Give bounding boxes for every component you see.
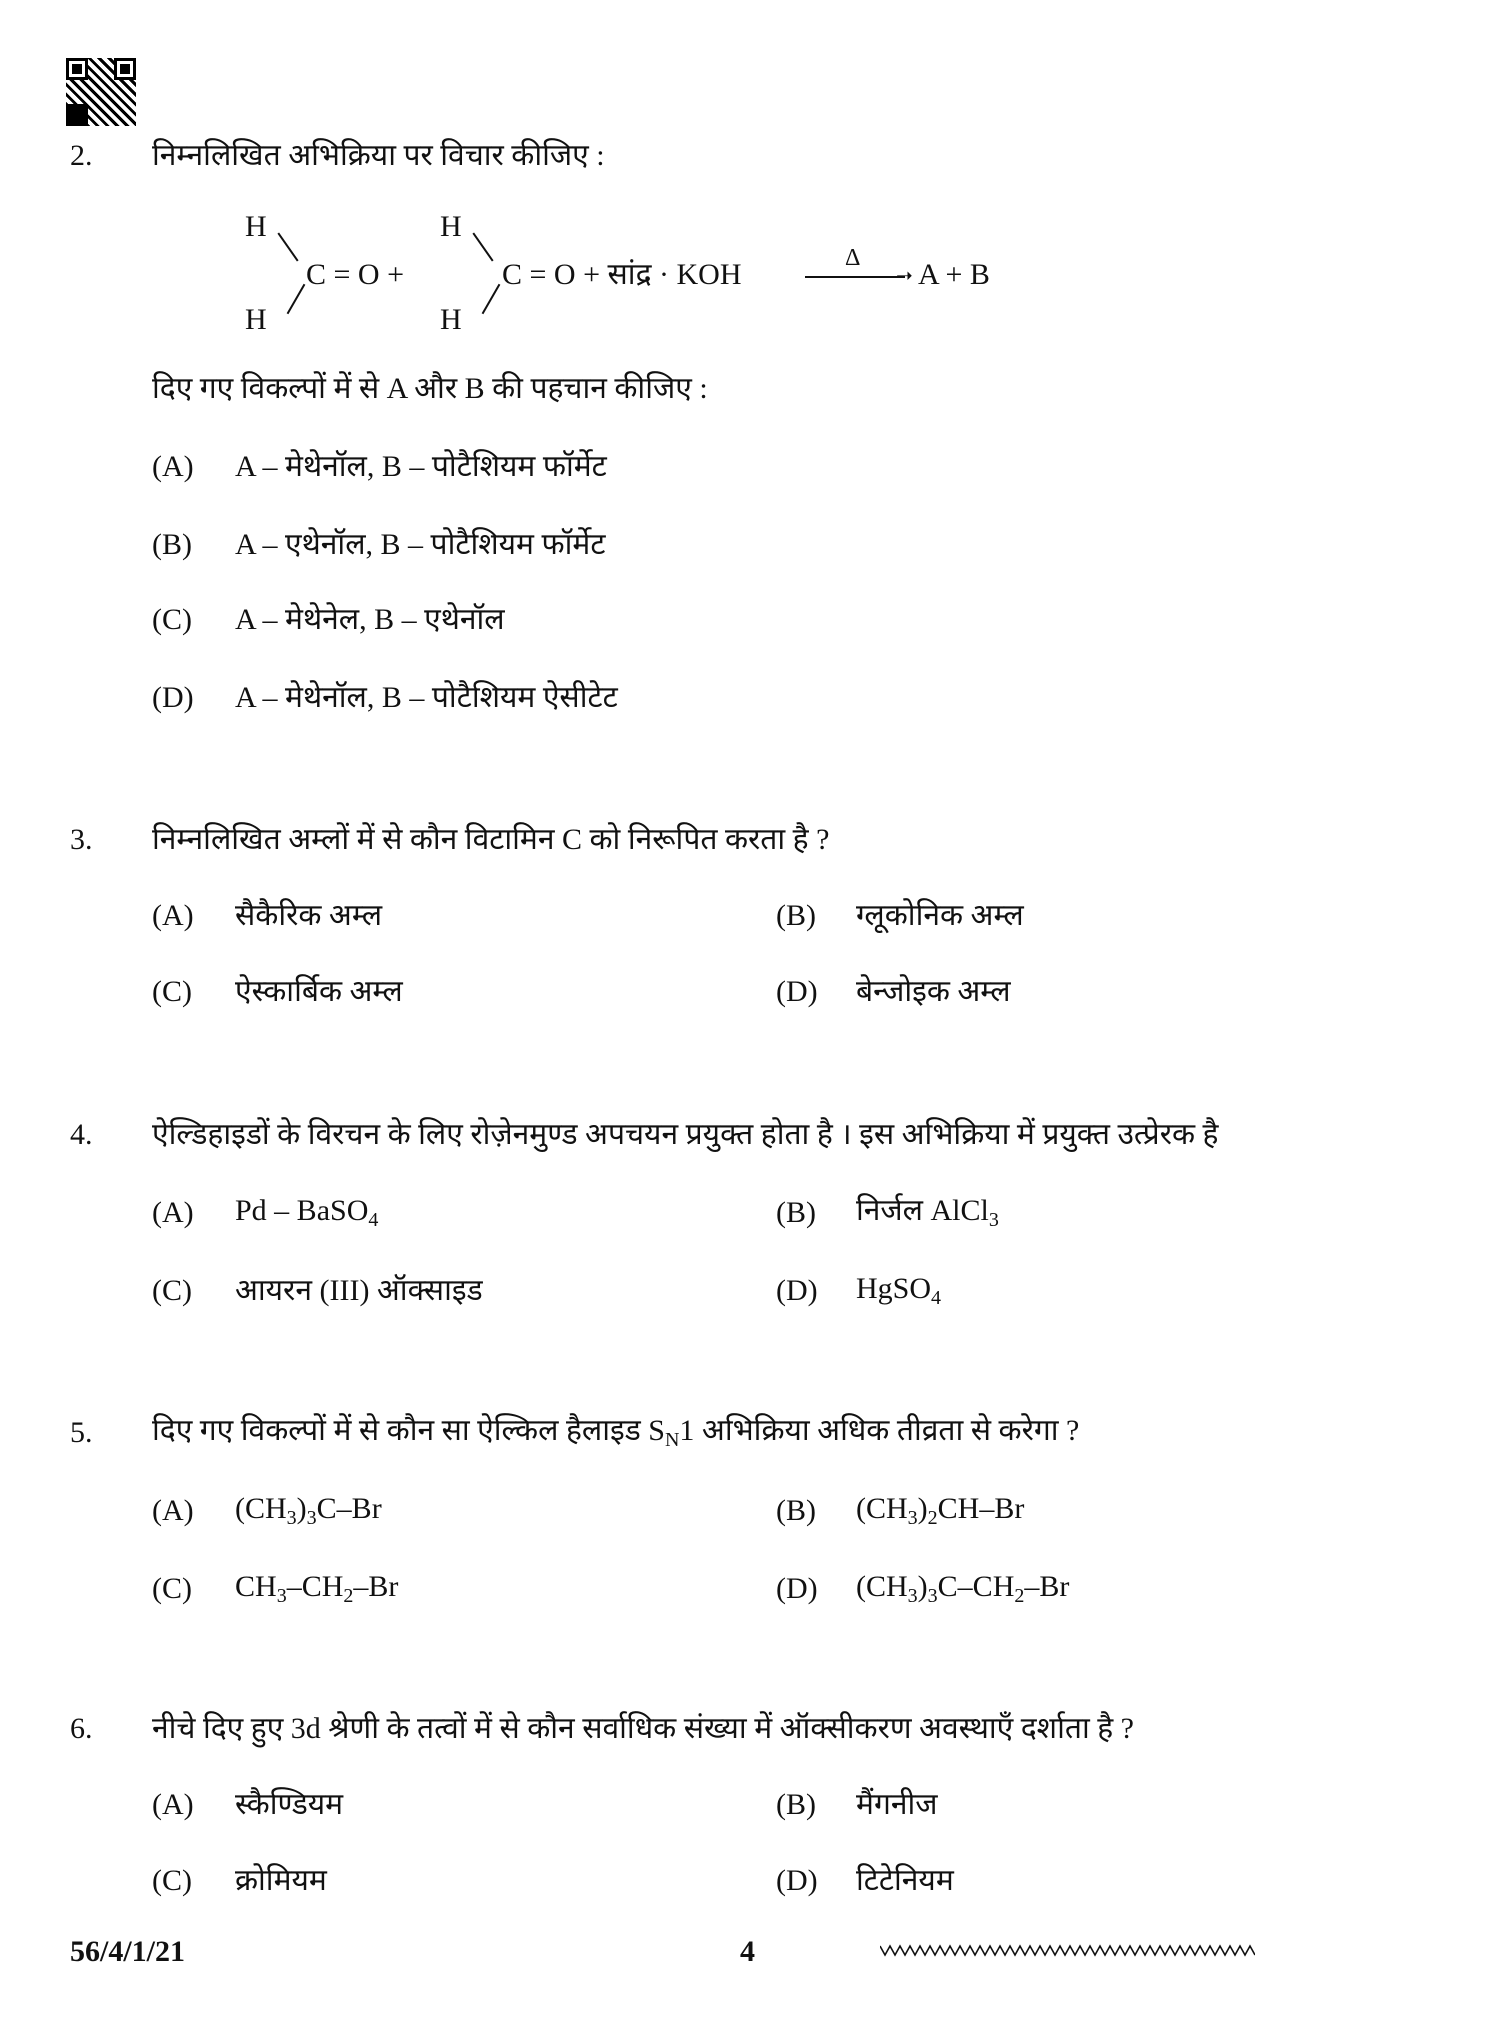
option-text: ग्लूकोनिक अम्ल	[856, 899, 1024, 932]
option-label: (B)	[776, 899, 816, 932]
question-stem: दिए गए विकल्पों में से कौन सा ऐल्किल हैलाइड $S_N1$ अभिक्रिया अधिक तीव्रता से करेगा ?	[152, 1414, 1080, 1451]
option-text: ऐस्कार्बिक अम्ल	[235, 975, 403, 1008]
option-label: (A)	[152, 1196, 194, 1229]
paper-code: 56/4/1/21	[70, 1935, 186, 1968]
question-number: 5.	[70, 1416, 93, 1449]
option-text: बेन्जोइक अम्ल	[856, 975, 1011, 1008]
option-text: A – मेथेनॉल, B – पोटैशियम ऐसीटेट	[235, 681, 618, 714]
bond-line	[472, 233, 493, 262]
option-formula: $CH_3-CH_2-Br$	[235, 1570, 399, 1607]
option-text: मैंगनीज	[856, 1788, 938, 1821]
hydrogen-atom: H	[245, 303, 267, 336]
option-text: टिटेनियम	[856, 1864, 954, 1897]
option-label: (A)	[152, 450, 194, 483]
heat-symbol: Δ	[845, 245, 861, 271]
option-label: (C)	[152, 603, 192, 636]
option-text: HgSO$_4$	[856, 1272, 942, 1309]
arrow-head-icon: ➝	[896, 265, 913, 287]
qr-code	[66, 58, 136, 126]
option-formula: $(CH_3)_3C-CH_2-Br$	[856, 1570, 1070, 1607]
option-label: (B)	[776, 1494, 816, 1527]
question-number: 4.	[70, 1118, 93, 1151]
bond-line	[277, 233, 298, 262]
question-stem: ऐल्डिहाइडों के विरचन के लिए रोज़ेनमुण्ड अपचयन प्रयुक्त होता है । इस अभिक्रिया में प्रयुक्त उत्प्रेरक है	[152, 1118, 1219, 1151]
option-text: A – मेथेनेल, B – एथेनॉल	[235, 603, 505, 636]
option-text: Pd – BaSO$_4$	[235, 1194, 379, 1231]
question-number: 6.	[70, 1712, 93, 1745]
option-label: (D)	[152, 681, 194, 714]
option-label: (C)	[152, 1864, 192, 1897]
option-label: (C)	[152, 1274, 192, 1307]
question-subtext: दिए गए विकल्पों में से A और B की पहचान कीजिए :	[152, 372, 708, 405]
question-stem: नीचे दिए हुए 3d श्रेणी के तत्वों में से कौन सर्वाधिक संख्या में ऑक्सीकरण अवस्थाएँ दर्शाता है ?	[152, 1712, 1134, 1745]
question-number: 2.	[70, 139, 93, 172]
carbonyl-1: C = O +	[306, 258, 405, 291]
option-label: (A)	[152, 1494, 194, 1527]
option-label: (D)	[776, 975, 818, 1008]
option-text: सैकैरिक अम्ल	[235, 899, 383, 932]
option-text: A – मेथेनॉल, B – पोटैशियम फॉर्मेट	[235, 450, 607, 483]
hydrogen-atom: H	[245, 210, 267, 243]
option-text: स्कैण्डियम	[235, 1788, 344, 1821]
option-label: (A)	[152, 899, 194, 932]
question-stem: निम्नलिखित अभिक्रिया पर विचार कीजिए :	[152, 139, 605, 172]
hydrogen-atom: H	[440, 210, 462, 243]
option-label: (C)	[152, 1572, 192, 1605]
option-text: आयरन (III) ऑक्साइड	[235, 1274, 483, 1307]
option-text: A – एथेनॉल, B – पोटैशियम फॉर्मेट	[235, 528, 606, 561]
option-formula: $(CH_3)_2CH-Br$	[856, 1492, 1025, 1529]
option-label: (B)	[152, 528, 192, 561]
option-label: (A)	[152, 1788, 194, 1821]
option-text: क्रोमियम	[235, 1864, 327, 1897]
bond-line	[482, 284, 501, 314]
page-number: 4	[740, 1935, 755, 1968]
option-label: (D)	[776, 1274, 818, 1307]
option-label: (B)	[776, 1196, 816, 1229]
option-label: (C)	[152, 975, 192, 1008]
option-text: निर्जल AlCl$_3$	[856, 1194, 999, 1231]
option-label: (D)	[776, 1864, 818, 1897]
question-number: 3.	[70, 823, 93, 856]
products: A + B	[918, 258, 990, 291]
decorative-wavy-line	[880, 1942, 1255, 1958]
option-label: (D)	[776, 1572, 818, 1605]
option-formula: $(CH_3)_3C-Br$	[235, 1492, 382, 1529]
question-stem: निम्नलिखित अम्लों में से कौन विटामिन C को निरूपित करता है ?	[152, 823, 830, 856]
carbonyl-2-reagent: C = O + सांद्र · KOH	[502, 258, 742, 291]
option-label: (B)	[776, 1788, 816, 1821]
arrow-line	[805, 276, 905, 278]
hydrogen-atom: H	[440, 303, 462, 336]
bond-line	[287, 284, 306, 314]
